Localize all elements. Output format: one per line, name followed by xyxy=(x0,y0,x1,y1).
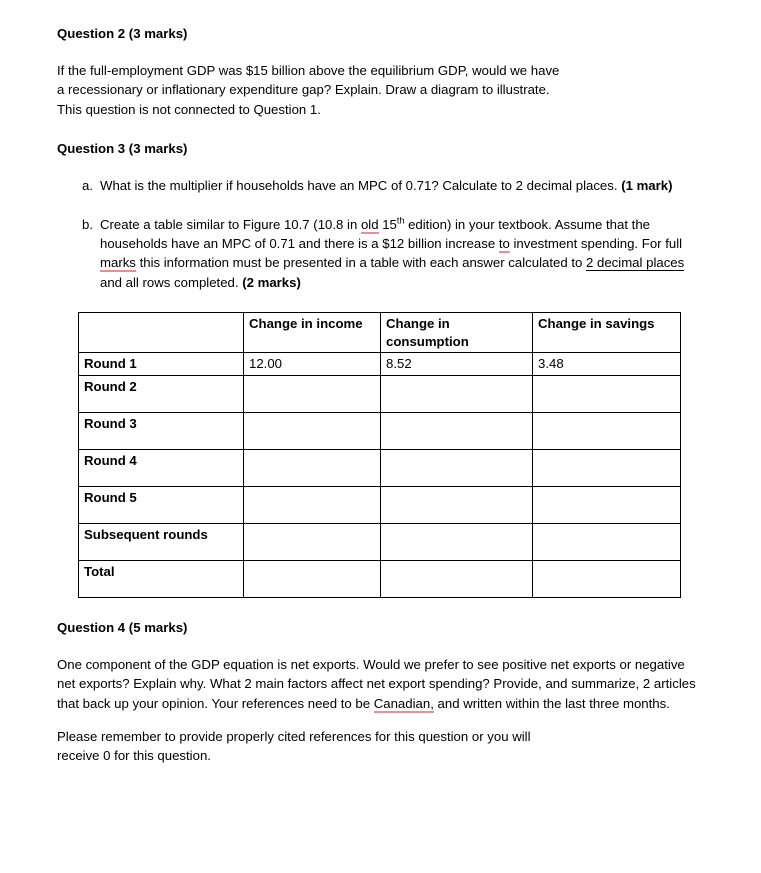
table-header-corner xyxy=(79,313,244,353)
question-2-heading: Question 2 (3 marks) xyxy=(57,26,188,41)
question-4-closing-line-2: receive 0 for this question. xyxy=(57,748,211,764)
question-4-closing-note xyxy=(57,727,704,766)
table-header-change-in-income: Change in income xyxy=(244,313,381,353)
question-3-item-b-seg-6: and all rows completed. xyxy=(100,274,243,290)
question-3-list xyxy=(57,176,704,292)
spellcheck-word-old: old xyxy=(360,216,379,232)
question-3-item-b-seg-4: investment spending. For full xyxy=(509,236,683,252)
question-3-item-a xyxy=(57,176,704,195)
question-3-item-b xyxy=(57,215,704,293)
table-body xyxy=(79,353,681,598)
question-2-body-line-3: This question is not connected to Question 1. xyxy=(57,101,321,117)
table-row-label: Round 3 xyxy=(79,412,244,449)
table-cell-savings[interactable]: 3.48 xyxy=(533,353,681,376)
table-cell-consumption[interactable]: 8.52 xyxy=(381,353,533,376)
question-4-body-seg-1: One component of the GDP equation is net exports. Would we prefer to see positive net exports or negative net exports? Explain why. What 2 main factors affect net export spending? Provide, and summarize, 2 articles that back up your opinion. Your references need to be xyxy=(57,656,696,711)
table-row xyxy=(79,449,681,486)
table-header-change-in-consumption: Change in consumption xyxy=(381,313,533,353)
table-row-label: Round 2 xyxy=(79,375,244,412)
table-cell-income[interactable] xyxy=(244,486,381,523)
table-cell-consumption[interactable] xyxy=(381,449,533,486)
spacer xyxy=(57,42,704,61)
table-row xyxy=(79,375,681,412)
spellcheck-word-marks: marks xyxy=(100,255,136,271)
table-row xyxy=(79,523,681,560)
table-cell-consumption[interactable] xyxy=(381,375,533,412)
spacer xyxy=(57,119,704,141)
table-row-label: Subsequent rounds xyxy=(79,523,244,560)
multiplier-table-wrapper xyxy=(78,312,704,598)
table-row xyxy=(79,486,681,523)
table-cell-income[interactable] xyxy=(244,412,381,449)
table-cell-income[interactable] xyxy=(244,449,381,486)
table-row xyxy=(79,560,681,597)
spellcheck-word-canadian: Canadian, xyxy=(373,695,434,711)
table-cell-savings[interactable] xyxy=(533,523,681,560)
ordinal-suffix-th: th xyxy=(396,215,405,226)
table-cell-savings[interactable] xyxy=(533,449,681,486)
spacer xyxy=(57,713,704,727)
table-cell-savings[interactable] xyxy=(533,412,681,449)
question-4-body xyxy=(57,655,704,713)
question-3-item-b-seg-1: Create a table similar to Figure 10.7 (10.8 in xyxy=(100,216,361,232)
spellcheck-word-to: to xyxy=(498,236,510,252)
question-3-item-b-seg-2: 15 xyxy=(378,216,397,232)
table-cell-consumption[interactable] xyxy=(381,560,533,597)
table-header-change-in-savings: Change in savings xyxy=(533,313,681,353)
question-3-item-b-seg-5: this information must be presented in a table with each answer calculated to xyxy=(135,255,586,271)
question-2-body xyxy=(57,61,704,119)
table-cell-savings[interactable] xyxy=(533,375,681,412)
table-cell-savings[interactable] xyxy=(533,486,681,523)
table-cell-income[interactable] xyxy=(244,523,381,560)
table-cell-income[interactable]: 12.00 xyxy=(244,353,381,376)
question-4-closing-line-1: Please remember to provide properly cited references for this question or you will xyxy=(57,728,531,744)
question-3-item-b-seg-3: edition) in your textbook. Assume that the households have an MPC of 0.71 and there is a $12 billion increase xyxy=(100,216,650,252)
spacer xyxy=(57,636,704,655)
question-2-section xyxy=(57,26,704,119)
list-marker-a: a. xyxy=(82,178,93,194)
table-row-label: Round 5 xyxy=(79,486,244,523)
question-4-body-seg-2: and written within the last three months. xyxy=(433,695,670,711)
table-row-label: Total xyxy=(79,560,244,597)
table-row xyxy=(79,353,681,376)
table-cell-income[interactable] xyxy=(244,375,381,412)
question-4-section xyxy=(57,620,704,766)
list-marker-b: b. xyxy=(82,216,93,232)
question-4-heading: Question 4 (5 marks) xyxy=(57,619,188,635)
table-cell-savings[interactable] xyxy=(533,560,681,597)
question-3-item-a-marks: (1 mark) xyxy=(621,178,673,194)
question-3-item-a-text: What is the multiplier if households have an MPC of 0.71? Calculate to 2 decimal places. xyxy=(100,178,622,194)
spacer xyxy=(57,157,704,176)
question-3-item-b-marks: (2 marks) xyxy=(242,274,301,290)
question-3-heading: Question 3 (3 marks) xyxy=(57,141,188,157)
table-header xyxy=(79,313,681,353)
question-2-body-line-1: If the full-employment GDP was $15 billion above the equilibrium GDP, would we have xyxy=(57,63,560,78)
table-cell-consumption[interactable] xyxy=(381,486,533,523)
table-header-row xyxy=(79,313,681,353)
table-row-label: Round 1 xyxy=(79,353,244,376)
table-row-label: Round 4 xyxy=(79,449,244,486)
table-cell-consumption[interactable] xyxy=(381,412,533,449)
question-2-body-line-2: a recessionary or inflationary expenditure gap? Explain. Draw a diagram to illustrate. xyxy=(57,82,550,98)
spacer xyxy=(57,598,704,620)
table-cell-income[interactable] xyxy=(244,560,381,597)
question-3-section xyxy=(57,141,704,598)
underlined-phrase-decimal-places: 2 decimal places xyxy=(586,255,685,271)
multiplier-table xyxy=(78,312,681,598)
table-row xyxy=(79,412,681,449)
table-cell-consumption[interactable] xyxy=(381,523,533,560)
